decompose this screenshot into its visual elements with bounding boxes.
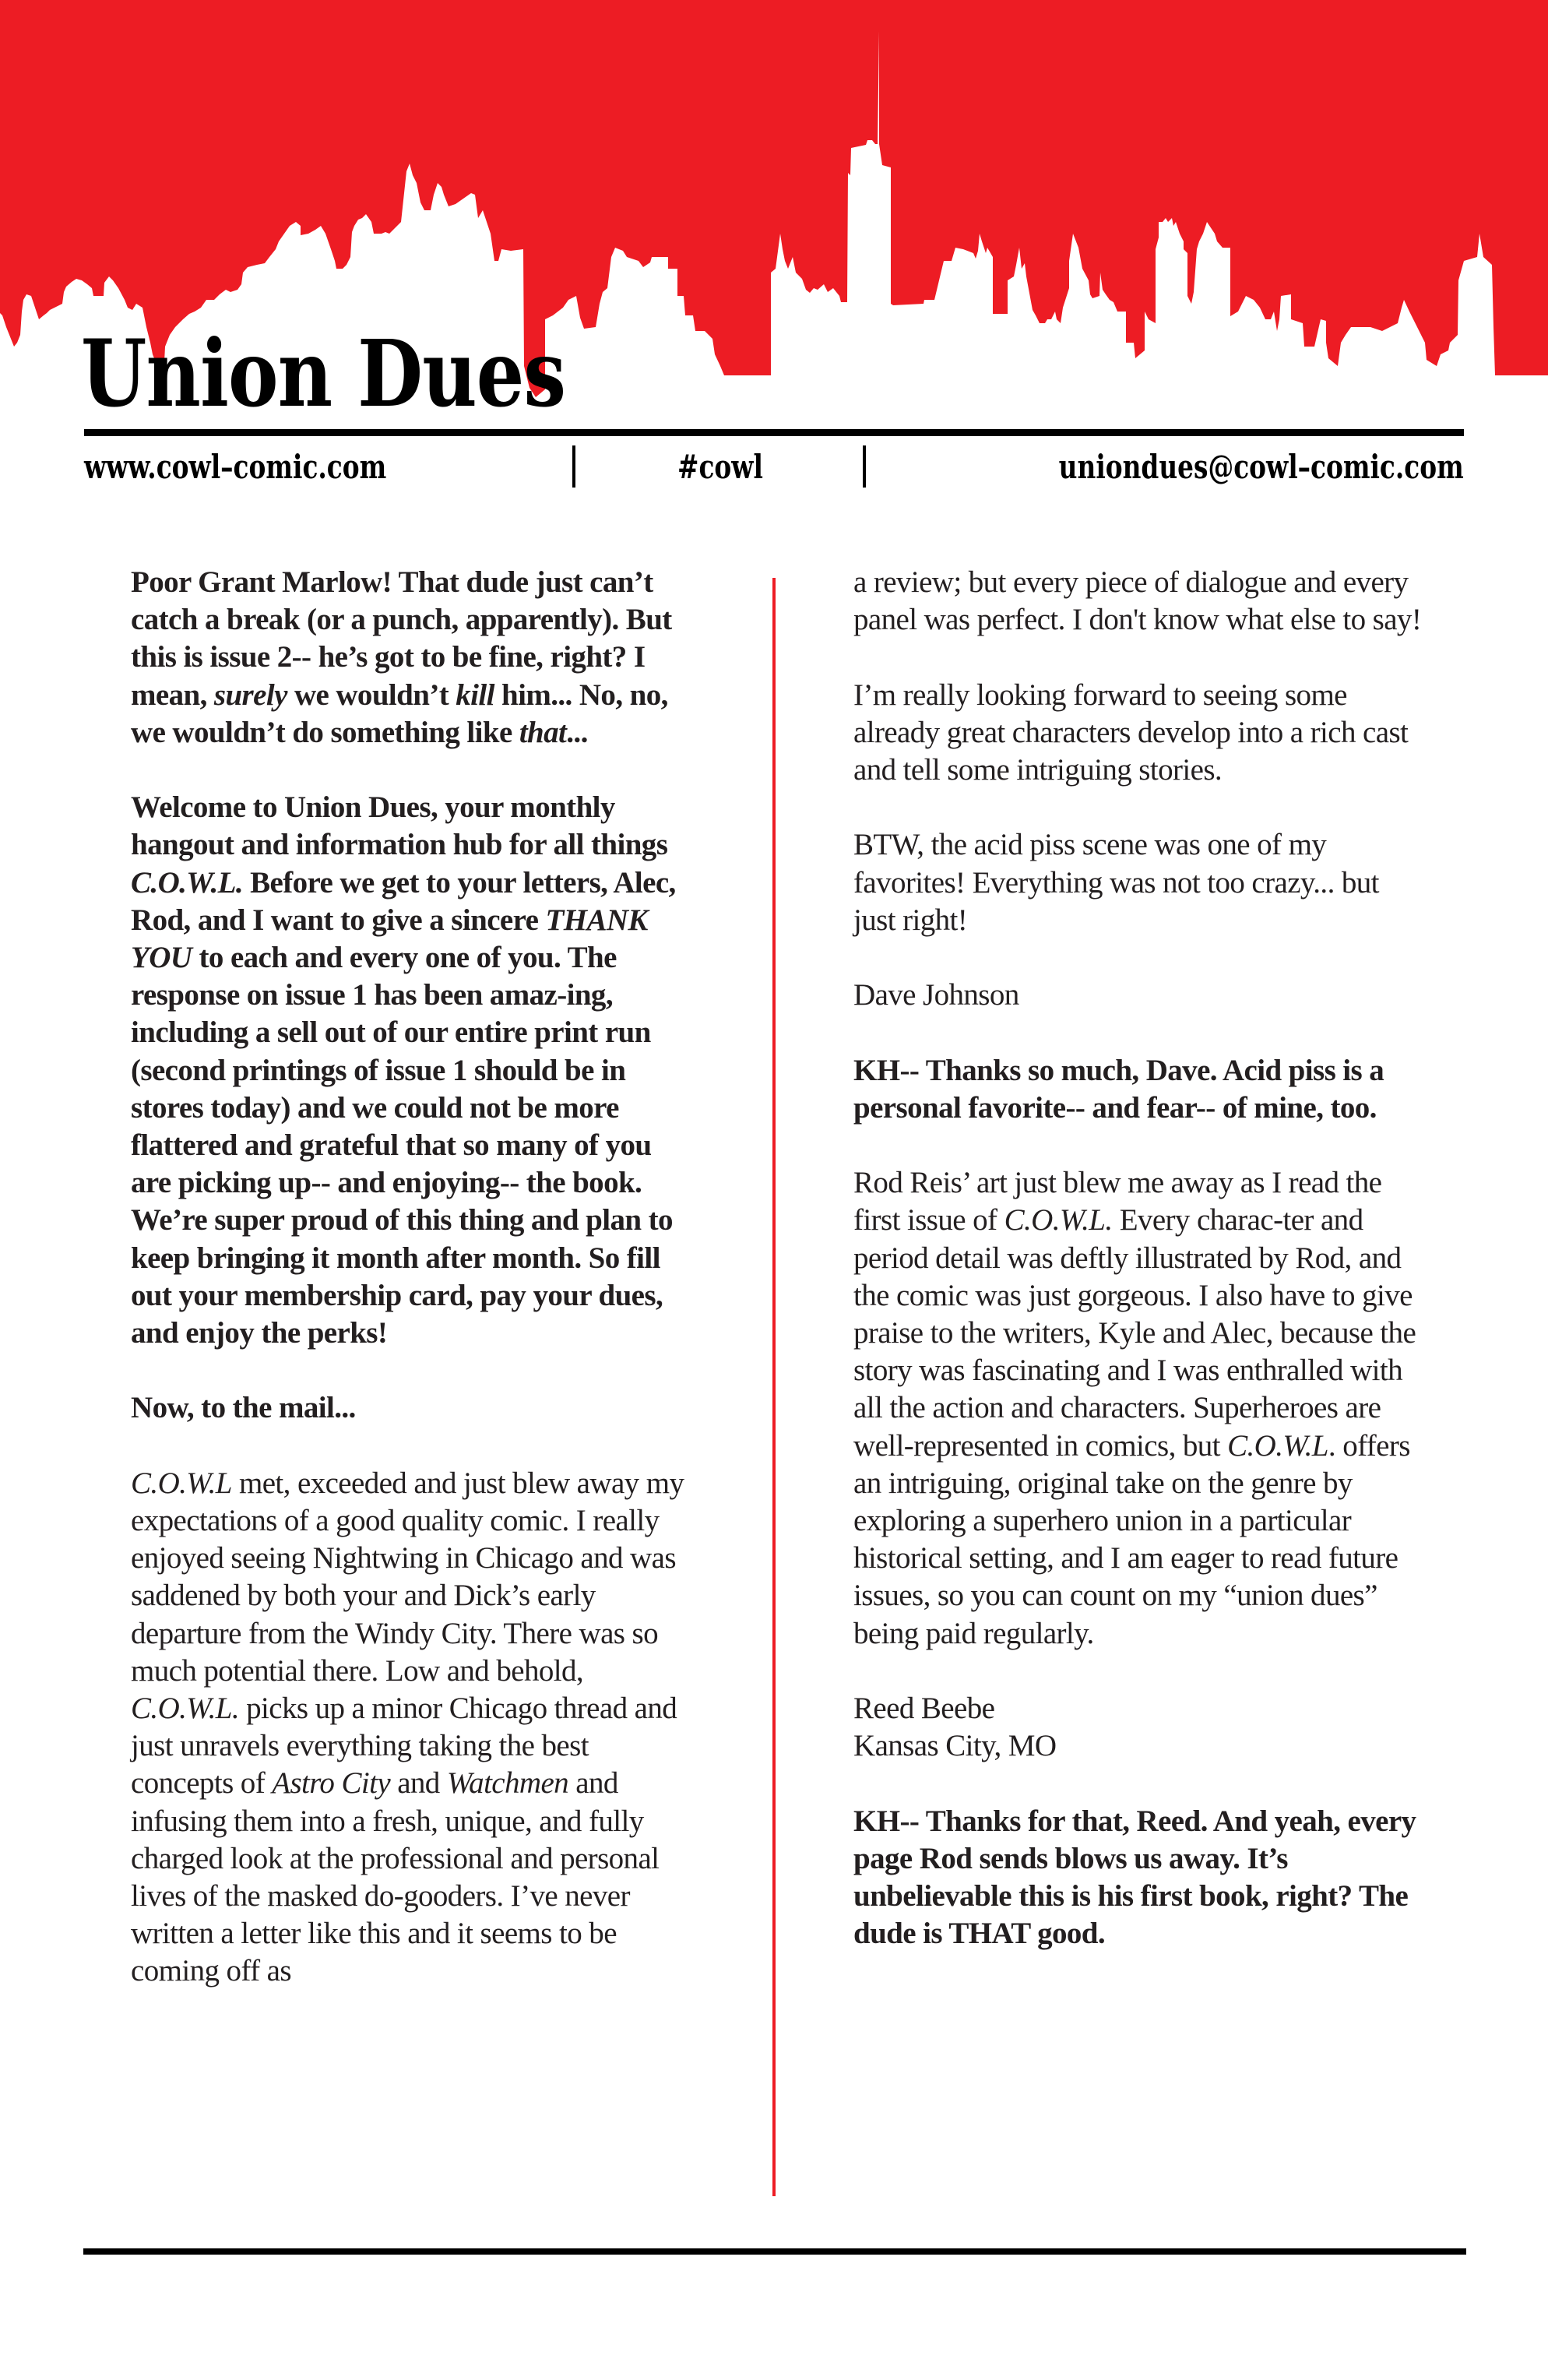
right-column	[853, 564, 1422, 1952]
letter-1-continued: a review; but every piece of dialogue and every panel was perfect. I don't know what else to say!	[853, 565, 1422, 637]
letter-2-body: Rod Reis’ art just blew me away as I read the first issue of C.O.W.L. Every charac-ter and period detail was deftly illustrated by Rod, and the comic was just gorgeous. I also have to give praise to the writers, Kyle and Alec, because the story was fascinating and I was enthralled with all the action and characters. Superheroes are well-represented in comics, but C.O.W.L. offers an intriguing, original take on the genre by exploring a superhero union in a particular historical setting, and I am eager to read future issues, so you can count on my “union dues” being paid regularly.	[853, 1166, 1416, 1650]
header-links-bar	[84, 442, 1464, 492]
mail-heading: Now, to the mail...	[131, 1391, 356, 1425]
editor-reply-1: KH-- Thanks so much, Dave. Acid piss is a personal favorite-- and fear-- of mine, too.	[853, 1053, 1384, 1125]
editor-intro-paragraph: Poor Grant Marlow! That dude just can’t catch a break (or a punch, apparently). But this is issue 2-- he’s got to be fine, right? I mean, surely we wouldn’t kill him... No, no, we wouldn’t do something like that...	[131, 565, 672, 749]
letter-1-signature: Dave Johnson	[853, 978, 1019, 1012]
page-title: Union Dues	[81, 319, 566, 428]
column-divider	[772, 578, 776, 2196]
letter-1-paragraph-2: I’m really looking forward to seeing some already great characters develop into a rich cast and tell some intriguing stories.	[853, 678, 1409, 787]
signature-location: Kansas City, MO	[853, 1729, 1057, 1763]
website-link[interactable]: www.cowl–comic.com	[84, 448, 387, 486]
footer-rule	[83, 2248, 1466, 2255]
hashtag-link[interactable]: #cowl	[677, 448, 763, 486]
letter-1-paragraph-3: BTW, the acid piss scene was one of my favorites! Everything was not too crazy... but just right!	[853, 828, 1379, 937]
link-separator	[863, 445, 866, 488]
email-link[interactable]: uniondues@cowl–comic.com	[1058, 448, 1464, 486]
header-rule	[84, 429, 1464, 436]
left-column	[131, 564, 691, 1991]
editor-welcome-paragraph: Welcome to Union Dues, your monthly hangout and information hub for all things C.O.W.L. Before we get to your letters, Alec, Rod, and I want to give a sincere THANK YOU to each and every one of you. The response on issue 1 has been amaz-ing, including a sell out of our entire print run (second printings of issue 1 should be in stores today) and we could not be more flattered and grateful that so many of you are picking up-- and enjoying-- the book. We’re super proud of this thing and plan to keep bringing it month after month. So fill out your membership card, pay your dues, and enjoy the perks!	[131, 790, 676, 1350]
letter-2-signature	[853, 1690, 1422, 1765]
letter-1-body: C.O.W.L met, exceeded and just blew away my expectations of a good quality comic. I really enjoyed seeing Nightwing in Chicago and was saddened by both your and Dick’s early departure from the Windy City. There was so much potential there. Low and behold, C.O.W.L. picks up a minor Chicago thread and just unravels everything taking the best concepts of Astro City and Watchmen and infusing them into a fresh, unique, and fully charged look at the professional and personal lives of the masked do-gooders. I’ve never written a letter like this and it seems to be coming off as	[131, 1466, 684, 1988]
link-separator	[572, 445, 575, 488]
signature-name: Reed Beebe	[853, 1692, 995, 1725]
editor-reply-2: KH-- Thanks for that, Reed. And yeah, every page Rod sends blows us away. It’s unbelievable this is his first book, right? The dude is THAT good.	[853, 1804, 1416, 1951]
